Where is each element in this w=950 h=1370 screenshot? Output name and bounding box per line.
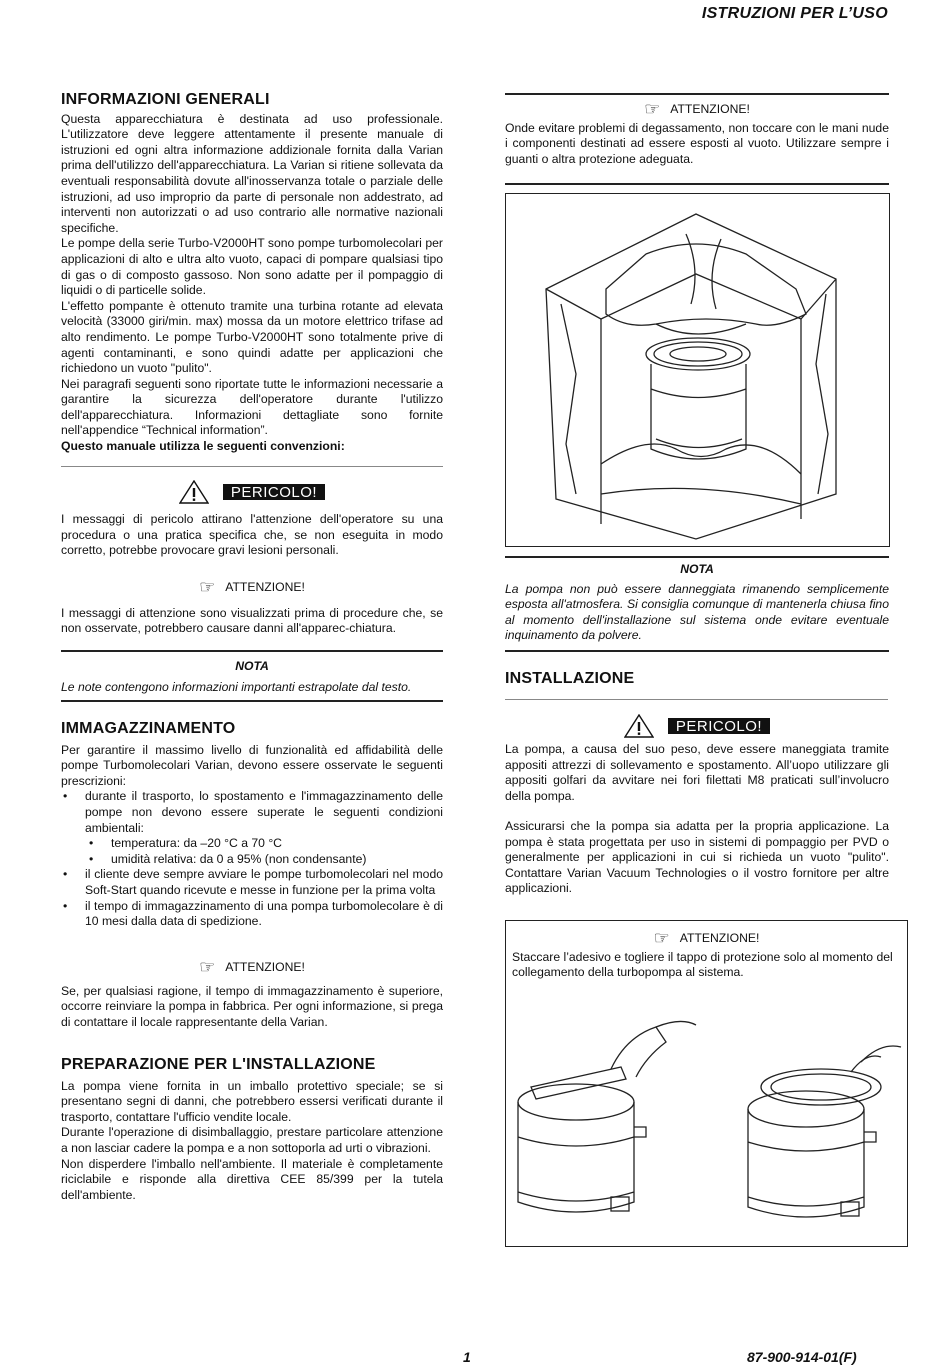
pointing-hand-icon: ☞ bbox=[644, 99, 661, 119]
list-item: • il tempo di immagazzinamento di una pompa turbomolecolare è di 10 mesi dalla data di spedizione. bbox=[85, 899, 443, 930]
storage-section bbox=[61, 721, 443, 930]
page-header-title: ISTRUZIONI PER L’USO bbox=[701, 5, 888, 22]
storage-title: IMMAGAZZINAMENTO bbox=[61, 720, 236, 737]
pump-note bbox=[505, 562, 889, 644]
list-item: • temperatura: da –20 °C a 70 °C bbox=[111, 836, 443, 852]
pointing-hand-icon: ☞ bbox=[199, 957, 216, 977]
storage-attention-text: Se, per qualsiasi ragione, il tempo di immagazzinamento è superiore, occorre reinviare la pompa in fabbrica. Per ogni informazione, si prega di contattare il locale rappresentante della Varian. bbox=[61, 983, 443, 1029]
list-item: • umidità relativa: da 0 a 95% (non condensante) bbox=[111, 852, 443, 868]
note-text: Le note contengono informazioni importanti estrapolate dal testo. bbox=[61, 679, 412, 694]
danger-label: PERICOLO! bbox=[668, 718, 770, 735]
note-label: NOTA bbox=[680, 562, 714, 576]
divider bbox=[505, 699, 888, 700]
pump-note-text: La pompa non può essere danneggiata rimanendo semplicemente esposta all'atmosfera. Si consiglia comunque di mantenerla chiusa fino al momento dell'installazione sul sistema onde evitare eventuale inquinamento da polvere. bbox=[505, 581, 889, 643]
attention-label: ATTENZIONE! bbox=[670, 102, 750, 116]
packaging-illustration bbox=[505, 193, 890, 547]
preparation-section bbox=[61, 1057, 443, 1203]
gloves-attention-text: Onde evitare problemi di degassamento, non toccare con le mani nude i componenti destinati ad essere esposti al vuoto. Utilizzare sempre i guanti o altra protezione adeguata. bbox=[505, 120, 889, 166]
warning-triangle-icon bbox=[179, 480, 209, 504]
general-info-title: INFORMAZIONI GENERALI bbox=[61, 91, 270, 108]
installation-title: INSTALLAZIONE bbox=[505, 670, 635, 687]
warning-triangle-icon bbox=[624, 714, 654, 738]
storage-intro: Per garantire il massimo livello di funzionalità ed affidabilità delle pompe Turbomolecolari Varian, devono essere osservate le seguenti prescrizioni: bbox=[61, 742, 443, 788]
danger-text: I messaggi di pericolo attirano l'attenzione dell'operatore su una procedura o una pratica specifica che, se non eseguita in modo corretto, potrebbe provocare gravi lesioni personali. bbox=[61, 512, 443, 558]
adhesive-removal-panel bbox=[505, 920, 908, 1247]
gloves-attention bbox=[505, 99, 889, 167]
installation-paragraph: Assicurarsi che la pompa sia adatta per la propria applicazione. La pompa è stata progettata per uso in sistemi di pompaggio per PVD o generalmente per applicazioni in cui si richieda un vuoto "pulito". Contattare Varian Vacuum Technologies o il vostro fornitore per altre applicazioni. bbox=[505, 819, 889, 896]
preparation-title: PREPARAZIONE PER L'INSTALLAZIONE bbox=[61, 1056, 376, 1073]
general-info-paragraph-1: Questa apparecchiatura è destinata ad uso professionale. L'utilizzatore deve leggere attentamente il presente manuale di istruzioni ed ogni altra informazione addizionale fornita dalla Varian prima dell'utilizzo dell'apparecchiatura. La Varian si ritiene sollevata da eventuali responsabilità dovute all'inosservanza totale o parziale delle istruzioni, ad uso improprio da parte di personale non addestrato, ad interventi non autorizzati o ad uso contrario alle normative nazionali specifiche. bbox=[61, 111, 443, 235]
attention-label: ATTENZIONE! bbox=[225, 960, 305, 974]
general-info-section bbox=[61, 92, 443, 455]
divider bbox=[505, 650, 889, 652]
divider bbox=[61, 650, 443, 652]
pointing-hand-icon: ☞ bbox=[199, 577, 216, 597]
pointing-hand-icon: ☞ bbox=[653, 928, 670, 948]
preparation-paragraph-3: Non disperdere l'imballo nell'ambiente. Il materiale è completamente riciclabile e risponde alla direttiva CEE 85/399 per la tutela dell'ambiente. bbox=[61, 1156, 443, 1202]
note-label: NOTA bbox=[235, 659, 269, 673]
pump-cap-removal-drawing bbox=[506, 1017, 905, 1242]
pump-in-box-drawing bbox=[506, 194, 889, 546]
page-number: 1 bbox=[463, 1349, 471, 1365]
divider bbox=[61, 466, 443, 467]
attention-label: ATTENZIONE! bbox=[679, 931, 760, 945]
adhesive-attention-text: Staccare l’adesivo e togliere il tappo di protezione solo al momento del collegamento della turbopompa al sistema. bbox=[512, 949, 893, 980]
conventions-heading: Questo manuale utilizza le seguenti convenzioni: bbox=[61, 439, 345, 454]
general-info-paragraph-2: Le pompe della serie Turbo-V2000HT sono pompe turbomolecolari per applicazioni di alto e ultra alto vuoto, capaci di pompare qualsiasi tipo di gas o di composto gassoso. Non sono adatte per il pompaggio di liquidi o di particelle solide. bbox=[61, 236, 443, 298]
installation-section bbox=[505, 671, 889, 687]
attention-label: ATTENZIONE! bbox=[225, 580, 305, 594]
divider bbox=[505, 93, 889, 95]
attention-convention bbox=[61, 577, 443, 637]
divider bbox=[505, 183, 889, 185]
preparation-paragraph-1: La pompa viene fornita in un imballo protettivo speciale; se si presentano segni di danni, che potrebbero essersi verificati durante il trasporto, contattare l'ufficio vendite locale. bbox=[61, 1078, 443, 1124]
attention-text: I messaggi di attenzione sono visualizzati prima di procedure che, se non osservate, potrebbero causare danni all'apparec-chiatura. bbox=[61, 605, 443, 636]
list-item: • durante il trasporto, lo spostamento e l'immagazzinamento delle pompe non devono essere superate le seguenti condizioni ambientali: • temperatura: da –20 °C a 70 °C • umidità relativa: da 0 a 95% (non condensante) bbox=[85, 789, 443, 867]
document-code: 87-900-914-01(F) bbox=[747, 1349, 857, 1365]
storage-attention bbox=[61, 957, 443, 1030]
divider bbox=[61, 700, 443, 702]
installation-danger bbox=[505, 714, 889, 804]
preparation-paragraph-2: Durante l'operazione di disimballaggio, prestare particolare attenzione a non lasciar cadere la pompa e a non sottoporla ad urti o vibrazioni. bbox=[61, 1125, 443, 1155]
note-convention bbox=[61, 659, 443, 695]
installation-danger-text: La pompa, a causa del suo peso, deve essere maneggiata tramite appositi attrezzi di sollevamento e spostamento. All’uopo utilizzare gli appositi golfari da avvitare nei fori filettati M8 praticati sull’involucro della pompa. bbox=[505, 742, 889, 803]
danger-convention bbox=[61, 480, 443, 559]
list-item: • il cliente deve sempre avviare le pompe turbomolecolari nel modo Soft-Start quando ricevute e messe in funzione per la prima volta bbox=[85, 867, 443, 898]
general-info-paragraph-4: Nei paragrafi seguenti sono riportate tutte le informazioni necessarie a garantire la sicurezza dell'operatore durante l'utilizzo dell'apparecchiatura. Informazioni dettagliate sono fornite nell'appendice “Technical information”. bbox=[61, 376, 443, 438]
danger-label: PERICOLO! bbox=[223, 484, 325, 501]
divider bbox=[505, 556, 889, 558]
general-info-paragraph-3: L'effetto pompante è ottenuto tramite una turbina rotante ad elevata velocità (33000 giri/min. max) mossa da un motore elettrico trifase ad alto rendimento. Le pompe Turbo-V2000HT sono totalmente prive di agenti contaminanti, e sono quindi adatte per applicazioni che richiedono un vuoto "pulito". bbox=[61, 298, 443, 376]
